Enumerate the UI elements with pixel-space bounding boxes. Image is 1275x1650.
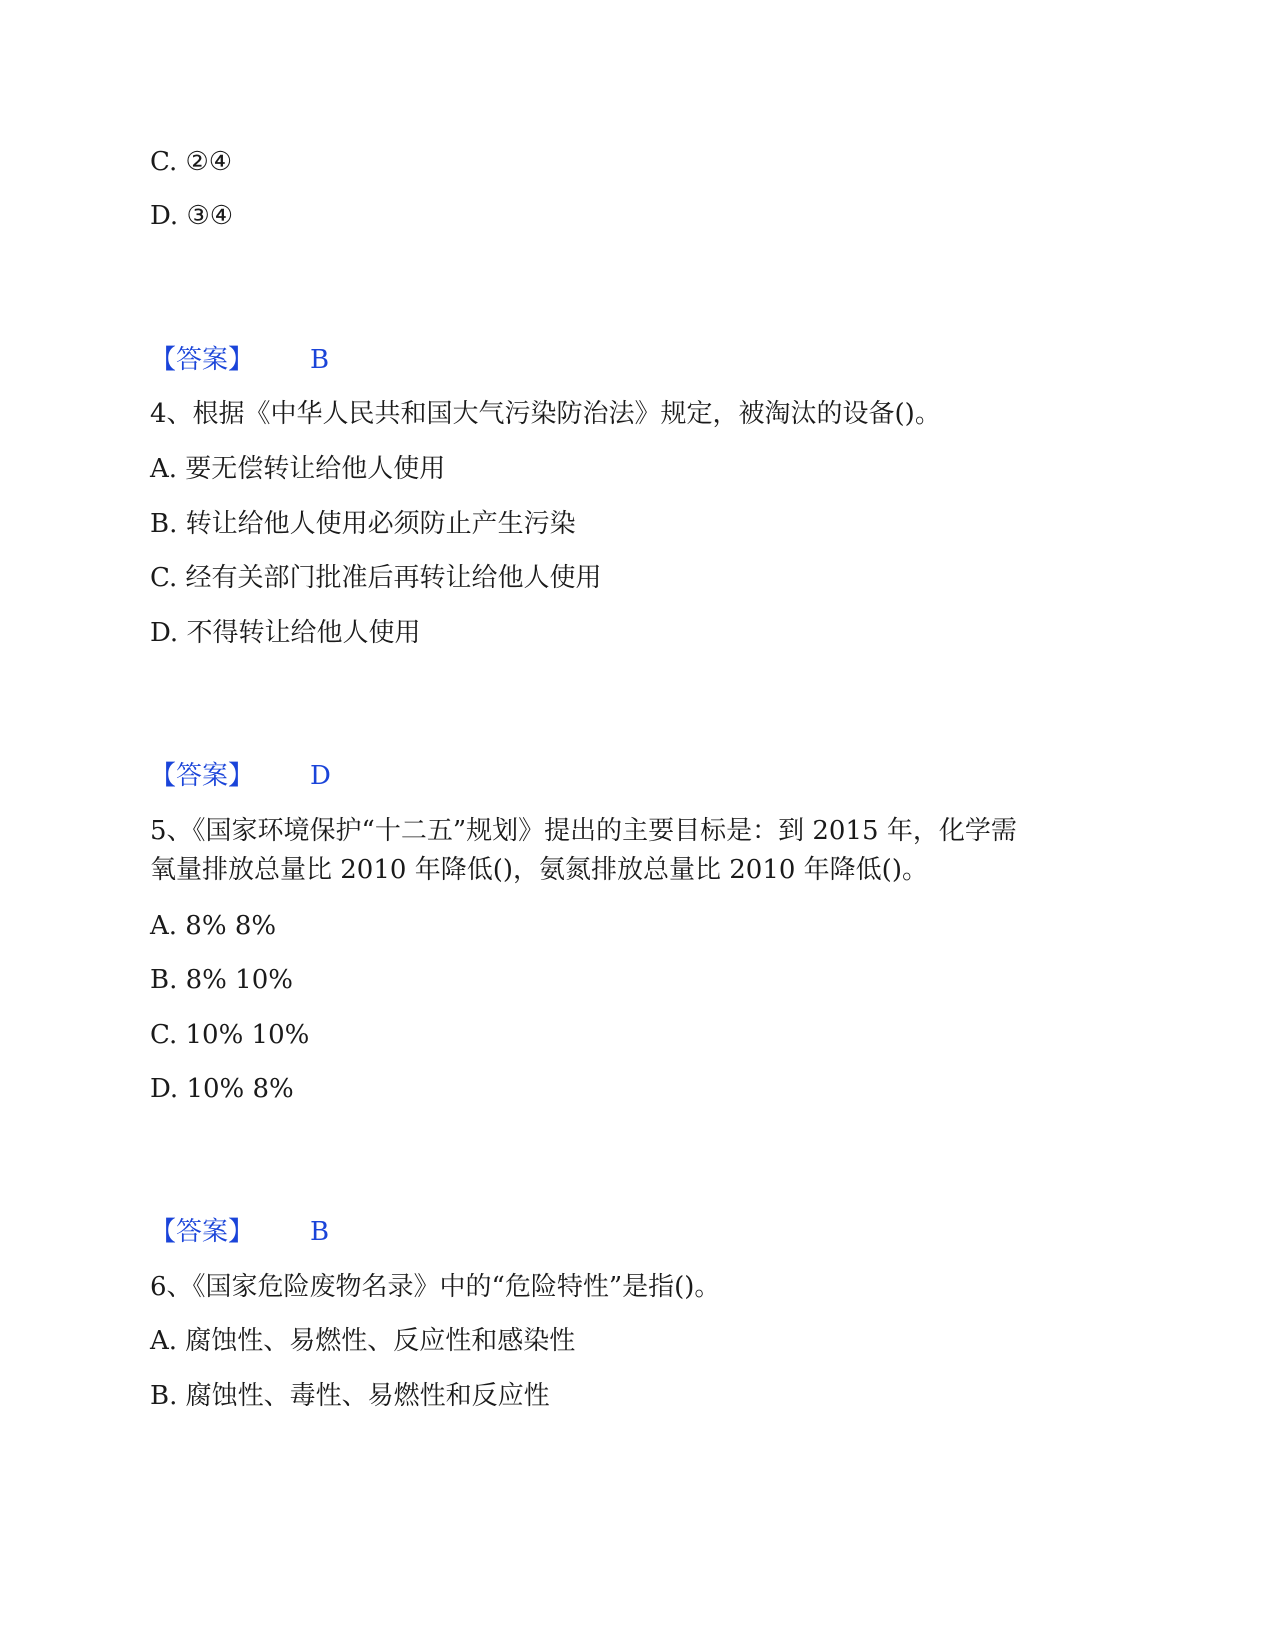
- q4-option-a: A. 要无偿转让给他人使用: [150, 454, 446, 484]
- q5-stem-line2: 氧量排放总量比 2010 年降低()，氨氮排放总量比 2010 年降低()。: [150, 855, 928, 885]
- answer-value: B: [310, 345, 330, 375]
- q6-option-b: B. 腐蚀性、毒性、易燃性和反应性: [150, 1381, 550, 1411]
- q3-answer: [150, 342, 329, 378]
- q4-option-d: D. 不得转让给他人使用: [150, 618, 421, 648]
- q5-option-d: D. 10% 8%: [150, 1074, 294, 1104]
- q5-answer: [150, 1214, 329, 1250]
- answer-tag: 【答案】: [150, 1217, 255, 1247]
- answer-tag: 【答案】: [150, 761, 255, 791]
- q4-stem: 4、根据《中华人民共和国大气污染防治法》规定，被淘汰的设备()。: [150, 399, 941, 429]
- q4-option-b: B. 转让给他人使用必须防止产生污染: [150, 509, 576, 539]
- q5-option-b: B. 8% 10%: [150, 965, 293, 995]
- answer-value: D: [310, 761, 331, 791]
- q4-option-c: C. 经有关部门批准后再转让给他人使用: [150, 563, 602, 593]
- q3-option-d: D. ③④: [150, 201, 234, 231]
- q6-stem: 6、《国家危险废物名录》中的“危险特性”是指()。: [150, 1272, 721, 1302]
- answer-value: B: [310, 1217, 330, 1247]
- q4-answer: [150, 758, 331, 794]
- q5-stem-line1: 5、《国家环境保护“十二五”规划》提出的主要目标是：到 2015 年，化学需: [150, 816, 1017, 846]
- q3-option-c: C. ②④: [150, 147, 233, 177]
- answer-tag: 【答案】: [150, 345, 255, 375]
- q5-option-a: A. 8% 8%: [150, 911, 277, 941]
- q5-option-c: C. 10% 10%: [150, 1020, 310, 1050]
- q6-option-a: A. 腐蚀性、易燃性、反应性和感染性: [150, 1326, 576, 1356]
